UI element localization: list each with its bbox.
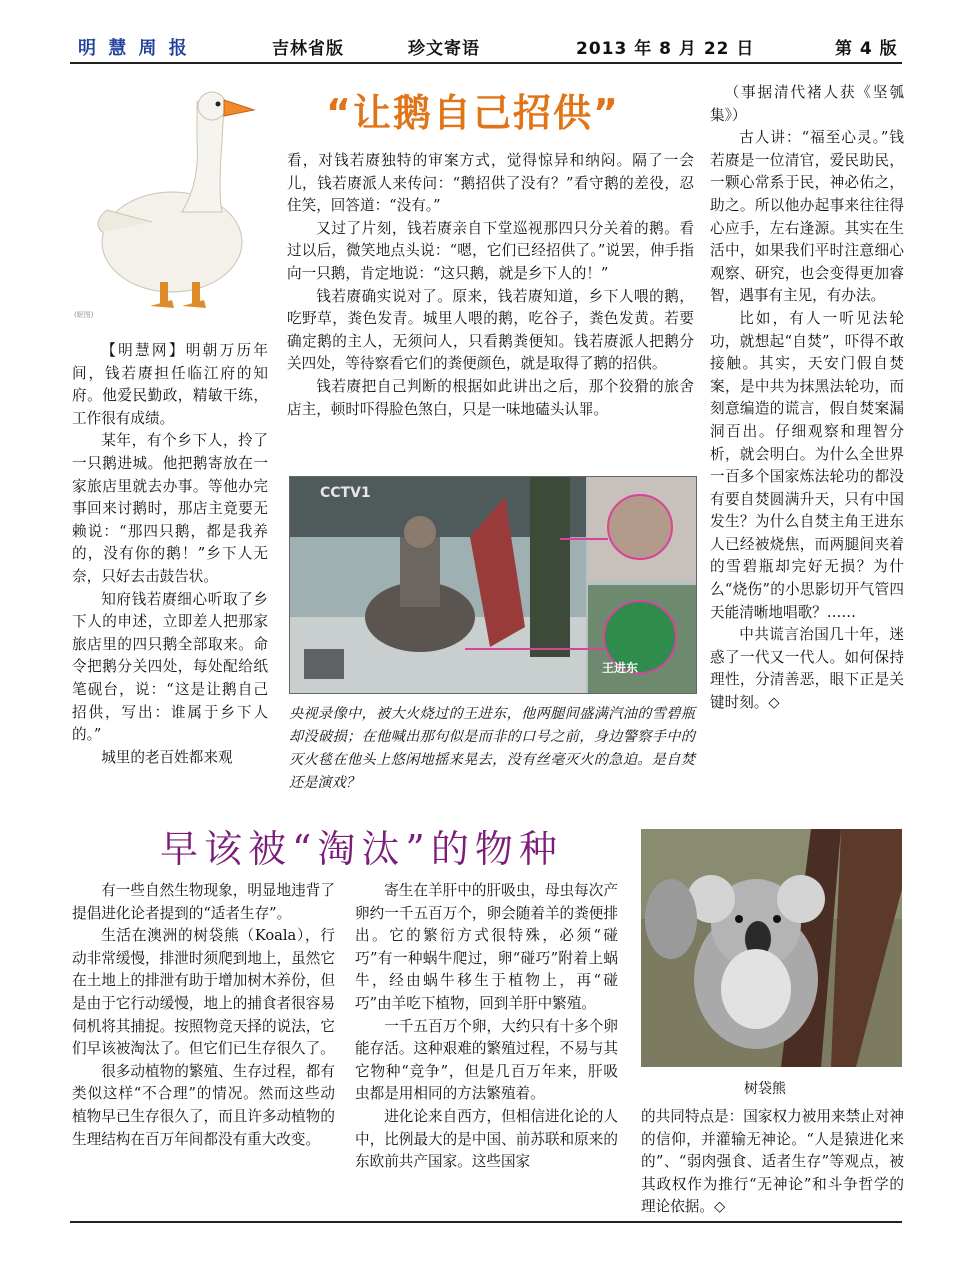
section-label: 珍文寄语 xyxy=(408,39,480,59)
photo-credit: (昵图) xyxy=(74,311,94,319)
paragraph: 某年，有个乡下人，拎了一只鹅进城。他把鹅寄放在一家旅店里就去办事。等他办完事回来讨鹅时，那店主竟要无赖说：“那四只鹅，都是我养的，没有你的鹅！”乡下人无奈，只好去击鼓告状。 xyxy=(72,432,268,585)
paragraph: 钱若赓把自己判断的根据如此讲出之后，那个狡猾的旅舍店主，顿时吓得脸色煞白，只是一味地磕头认罪。 xyxy=(287,377,694,418)
paragraph: 有一些自然生物现象，明显地违背了提倡进化论者提到的“适者生存”。 xyxy=(72,882,335,922)
news-photo xyxy=(289,476,697,694)
edition-label: 吉林省版 xyxy=(272,39,344,59)
paragraph: 的共同特点是：国家权力被用来禁止对神的信仰，并灌输无神论。“人是猿进化来的”、“弱肉强食、适者生存”等观点，被其政权作为推行“无神论”和斗争哲学的理论依据。◇ xyxy=(641,1108,904,1216)
article1-right-column xyxy=(710,82,904,715)
issue-date: 2013 年 8 月 22 日 xyxy=(576,39,755,59)
paragraph: 钱若赓确实说对了。原来，钱若赓知道，乡下人喂的鹅，吃野草，粪色发青。城里人喂的鹅，吃谷子，粪色发黄。若要确定鹅的主人，无须问人，只看鹅粪便知。钱若赓派人把鹅分关四处，等待察看它们的粪便颜色，就是取得了鹅的招供。 xyxy=(287,287,694,373)
article2-column-2 xyxy=(355,880,618,1174)
paragraph: 城里的老百姓都来观 xyxy=(101,748,233,766)
paragraph: 生活在澳洲的树袋熊（Koala），行动非常缓慢，排泄时须爬到地上，虽然它在土地上的排泄有助于增加树木养份，但是由于它行动缓慢，地上的捕食者很容易伺机将其捕捉。按照物竞天择的说法，它们早该被淘汰了。但它们已生存很久了。 xyxy=(72,927,335,1058)
article1-title: “让鹅自己招供” xyxy=(326,91,620,135)
masthead-title: 明 慧 周 报 xyxy=(78,38,190,59)
article1-left-column xyxy=(72,340,268,769)
koala-photo xyxy=(641,829,902,1067)
paragraph: 比如，有人一听见法轮功，就想起“自焚”，吓得不敢接触。其实，天安门假自焚案，是中共为抹黑法轮功，而刻意编造的谎言，假自焚案漏洞百出。仔细观察和理智分析，就会明白。为什么全世界一百多个国家炼法轮功的都没有要自焚圆满升天，只有中国发生？为什么自焚主角王进东人已经被烧焦，而两腿间夹着的雪碧瓶却完好无损？为什么“烧伤”的小思影切开气管四天能清晰地唱歌？…… xyxy=(710,309,904,621)
header-rule xyxy=(70,62,902,64)
page-number: 第 4 版 xyxy=(835,39,898,59)
paragraph: 一千五百万个卵，大约只有十多个卵能存活。这种艰难的繁殖过程，不易与其它物种“竞争”，但是几百万年来，肝吸虫都是用相同的方法繁殖着。 xyxy=(355,1017,618,1103)
paragraph: 【明慧网】明朝万历年间，钱若赓担任临江府的知府。他爱民勤政，精敏干练，工作很有成绩。 xyxy=(72,342,268,427)
footer-rule xyxy=(70,1221,902,1223)
koala-caption: 树袋熊 xyxy=(744,1081,786,1097)
article2-title: 早该被“淘汰”的物种 xyxy=(160,827,563,871)
paragraph: 古人讲：“福至心灵。”钱若赓是一位清官，爱民助民，一颗心常系于民，神必佑之，助之。所以他办起事来往往得心应手，左右逢源。其实在生活中，如果我们平时注意细心观察、研究，也会变得更加睿智，遇事有主见，有办法。 xyxy=(710,129,904,305)
paragraph: 中共谎言治国几十年，迷惑了一代又一代人。如何保持理性，分清善恶，眼下正是关键时刻。◇ xyxy=(710,626,904,712)
article2-column-1 xyxy=(72,880,335,1151)
article1-middle-column xyxy=(287,150,694,421)
paragraph: 很多动植物的繁殖、生存过程，都有类似这样“不合理”的情况。然而这些动植物早已生存很久了，而且许多动植物的生理结构在百万年间都没有重大改变。 xyxy=(72,1062,335,1148)
paragraph: 知府钱若赓细心听取了乡下人的申述，立即差人把那家旅店里的四只鹅全部取来。命令把鹅分关四处，每处配给纸笔砚台，说：“这是让鹅自己招供，写出：谁属于乡下人的。” xyxy=(72,590,268,744)
cctv-logo: CCTV1 xyxy=(320,485,371,501)
source-note: （事据清代褚人获《坚瓠集》） xyxy=(710,84,904,124)
article2-column-3 xyxy=(641,1106,904,1219)
news-photo-caption: 央视录像中，被大火烧过的王进东，他两腿间盛满汽油的雪碧瓶却没破损；在他喊出那句似是而非的口号之前，身边警察手中的灭火毯在他头上悠闲地摇来晃去，没有丝毫灭火的急迫。是自焚还是演戏？ xyxy=(289,706,695,791)
paragraph: 又过了片刻，钱若赓亲自下堂巡视那四只分关着的鹅。看过以后，微笑地点头说：“嗯，它们已经招供了。”说罢，伸手指向一只鹅，肯定地说：“这只鹅，就是乡下人的！” xyxy=(287,219,694,282)
goose-photo xyxy=(72,82,262,322)
paragraph: 进化论来自西方，但相信进化论的人中，比例最大的是中国、前苏联和原来的东欧前共产国家。这些国家 xyxy=(355,1107,618,1171)
inset-label: 王进东 xyxy=(602,661,639,675)
paragraph: 看，对钱若赓独特的审案方式，觉得惊异和纳闷。隔了一会儿，钱若赓派人来传问：“鹅招供了没有？”看守鹅的差役，忍住笑，回答道：“没有。” xyxy=(287,152,694,215)
paragraph: 寄生在羊肝中的肝吸虫，母虫每次产卵约一千五百万个，卵会随着羊的粪便排出。它的繁衍方式很特殊，必须“碰巧”有一种蜗牛爬过，卵“碰巧”附着上蜗牛，经由蜗牛移生于植物上，再“碰巧”由羊吃下植物，回到羊肝中繁殖。 xyxy=(355,882,618,1012)
